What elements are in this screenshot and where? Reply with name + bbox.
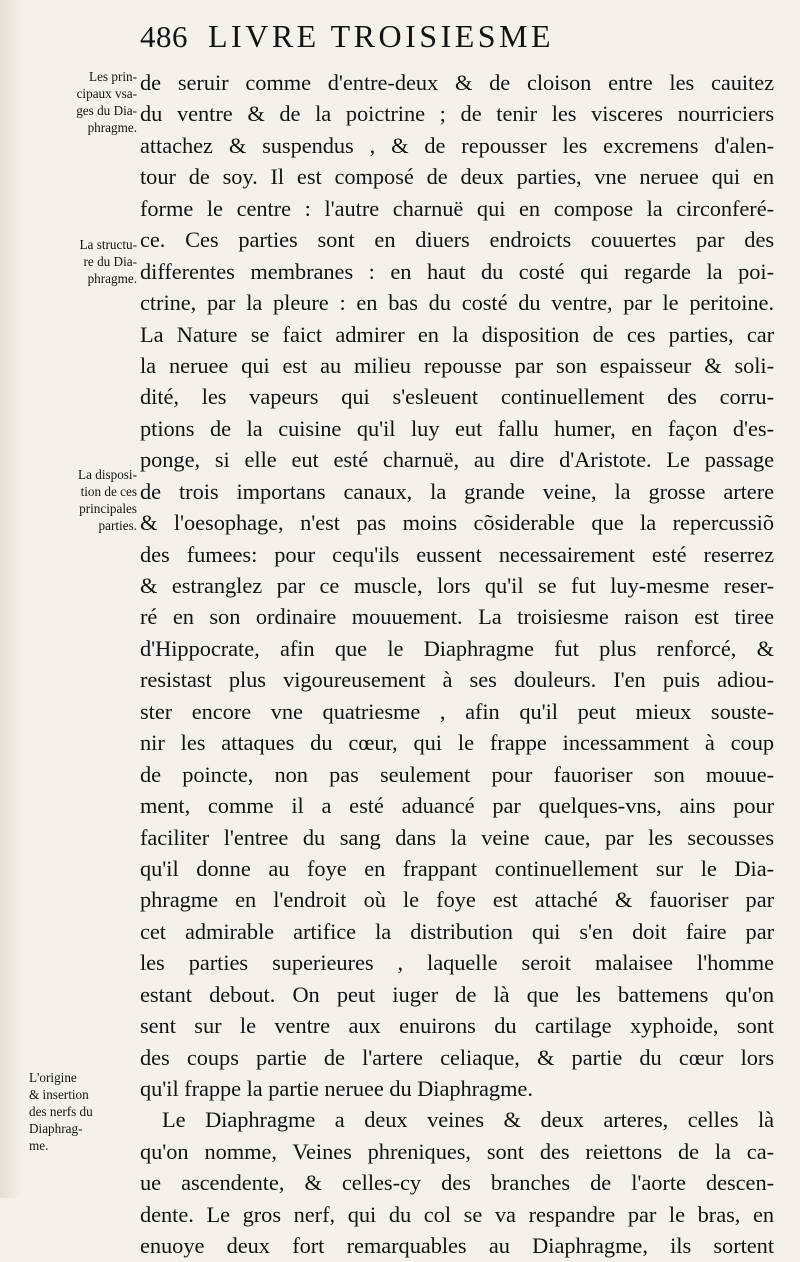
text-line: sent sur le ventre aux enuirons du cartilage xyphoide, sont [140,1013,774,1039]
margin-note-line: phragme. [87,120,137,135]
text-line: nir les attaques du cœur, qui le frappe incessamment à coup [140,730,774,756]
text-line: phragme en l'endroit où le foye est attaché & fauoriser par [140,887,774,913]
margin-note-line: parties. [98,518,137,533]
margin-note-uses [33,68,137,136]
text-line: de poincte, non pas seulement pour fauoriser son mouue- [140,761,774,787]
margin-note-line: L'origine [29,1070,77,1085]
text-line: ponge, si elle eut esté charnuë, au dire d'Aristote. Le passage [140,447,774,473]
text-line: differentes membranes : en haut du costé qui regarde la poi- [140,258,774,284]
margin-note-line: me. [29,1138,49,1153]
text-line: du ventre & de la poictrine ; de tenir les visceres nourriciers [140,101,774,127]
text-line: La Nature se faict admirer en la disposition de ces parties, car [140,321,774,347]
margin-note-line: Diaphrag- [29,1121,83,1136]
text-line: de seruir comme d'entre-deux & de cloison entre les cauitez [140,70,774,95]
text-line: dité, les vapeurs qui s'esleuent continuellement des corru- [140,384,774,410]
text-line: & l'oesophage, n'est pas moins cõsiderable que la repercussiõ [140,510,774,536]
text-line: des coups partie de l'artere celiaque, & partie du cœur lors [140,1044,774,1070]
page-left-shadow [0,0,22,1198]
text-line: ptions de la cuisine qu'il luy eut fallu humer, en façon d'es- [140,415,774,441]
margin-note-line: re du Dia- [83,254,137,269]
margin-note-line: cipaux vsa- [76,86,137,101]
text-line: les parties superieures , laquelle seroit malaisee l'homme [140,950,774,976]
text-line: ctrine, par la pleure : en bas du costé du ventre, par le peritoine. [140,290,774,316]
text-line: ce. Ces parties sont en diuers endroicts couuertes par des [140,227,774,253]
text-line: forme le centre : l'autre charnuë qui en compose la circonferé- [140,195,774,221]
text-line: resistast plus vigoureusement à ses douleurs. I'en puis adiou- [140,667,774,693]
margin-note-line: La structu- [79,237,137,252]
text-line: la neruee qui est au milieu repousse par son espaisseur & soli- [140,352,774,378]
margin-note-disposition [33,466,137,534]
margin-note-line: phragme. [87,271,137,286]
margin-note-line: principales [79,501,137,516]
text-line: cet admirable artifice la distribution qui s'en doit faire par [140,918,774,944]
text-line: qu'il frappe la partie neruee du Diaphragme. [140,1076,533,1101]
page-number: 486 [140,19,188,54]
text-line: dente. Le gros nerf, qui du col se va respandre par le bras, en [140,1201,774,1227]
text-line: & estranglez par ce muscle, lors qu'il se fut luy-mesme reser- [140,573,774,598]
margin-note-line: & insertion [29,1087,89,1102]
text-line: des fumees: pour cequ'ils eussent necessairement esté reserrez [140,541,774,567]
main-text-column [140,67,774,1262]
margin-note-nerves [29,1069,133,1154]
margin-note-line: ges du Dia- [76,103,137,118]
text-line: enuoye deux fort remarquables au Diaphragme, ils sortent [140,1233,774,1259]
text-line: ster encore vne quatriesme , afin qu'il peut mieux souste- [140,698,774,724]
text-line: qu'il donne au foye en frappant continuellement sur le Dia- [140,855,774,881]
text-line: faciliter l'entree du sang dans la veine caue, par les secousses [140,824,774,850]
running-head [140,18,780,68]
text-line: qu'on nomme, Veines phreniques, sont des reiettons de la ca- [140,1138,774,1164]
text-line: ue ascendente, & celles-cy des branches de l'aorte descen- [140,1170,774,1196]
margin-note-line: tion de ces [80,484,137,499]
text-line: tour de soy. Il est composé de deux parties, vne neruee qui en [140,164,774,190]
margin-note-structure [33,236,137,287]
margin-note-line: Les prin- [89,69,137,84]
margin-note-line: des nerfs du [29,1104,93,1119]
text-line: d'Hippocrate, afin que le Diaphragme fut plus renforcé, & [140,635,774,661]
text-line: de trois importans canaux, la grande veine, la grosse artere [140,478,774,504]
text-line: ré en son ordinaire mouuement. La troisiesme raison est tiree [140,604,774,630]
text-line: Le Diaphragme a deux veines & deux arteres, celles là [162,1107,774,1133]
text-line: ment, comme il a esté aduancé par quelques-vns, ains pour [140,793,774,819]
text-line: estant debout. On peut iuger de là que les battemens qu'on [140,981,774,1007]
text-line: attachez & suspendus , & de repousser les excremens d'alen- [140,132,774,158]
margin-note-line: La disposi- [78,467,137,482]
book-title: LIVRE TROISIESME [208,18,555,54]
